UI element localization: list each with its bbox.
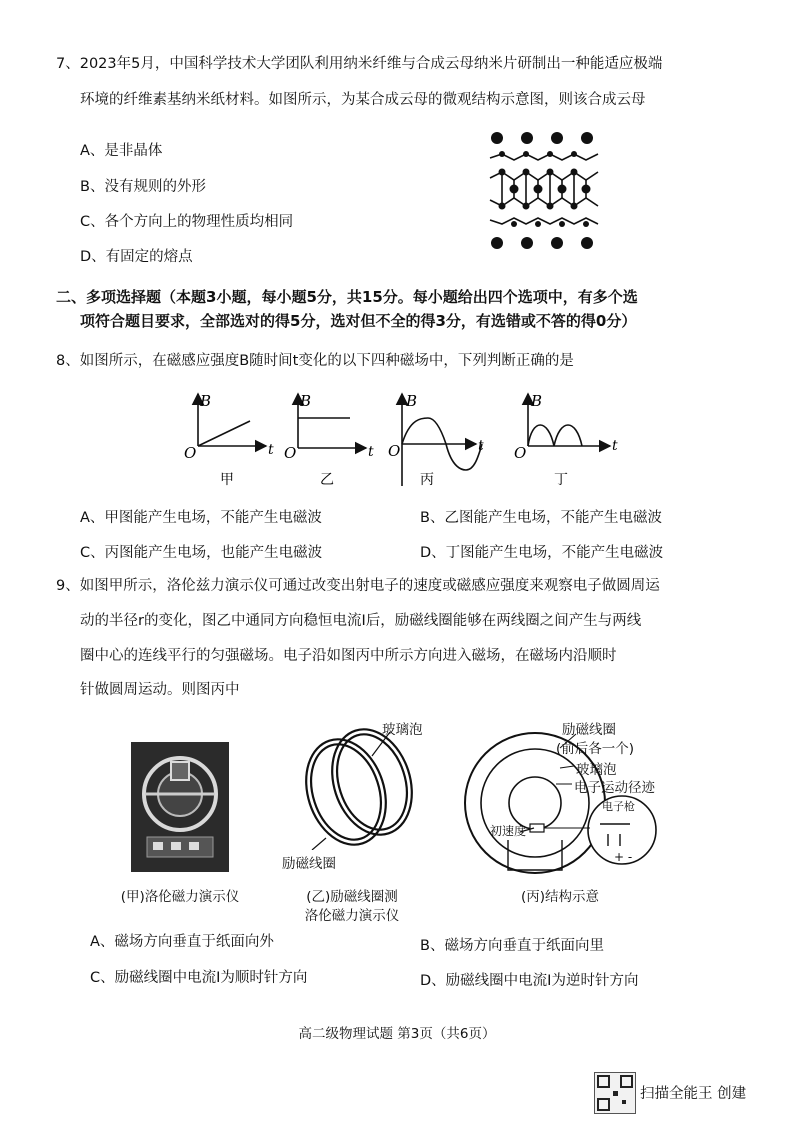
label-bulb-b: 玻璃泡 [382,722,423,738]
q9-option-d: D、励磁线圈中电流I为逆时针方向 [420,973,639,989]
section2-heading-line2: 项符合题目要求，全部选对的得5分，选对但不全的得3分，有选错或不答的得0分） [80,312,637,330]
yi-axis-t: t [368,444,374,460]
q7-option-c: C、各个方向上的物理性质均相同 [80,214,294,230]
label-coil-c-line1: 励磁线圈 [562,722,616,738]
helmholtz-coils-figure [290,720,430,850]
yi-origin: O [284,444,297,462]
q8-option-d: D、丁图能产生电场，不能产生电磁波 [420,545,664,561]
label-coil-b: 励磁线圈 [282,856,336,872]
bing-origin: O [388,442,401,460]
jia-increasing-line [198,421,250,446]
q7-option-a: A、是非晶体 [80,143,163,159]
q8-graphs [170,388,630,493]
yi-label: 乙 [320,472,334,488]
q7-stem-line1: 7、2023年5月，中国科学技术大学团队利用纳米纤维与合成云母纳米片研制出一种能适应极端 [56,56,663,72]
jia-axis-t: t [268,442,274,458]
q8-stem: 8、如图所示，在磁感应强度B随时间t变化的以下四种磁场中，下列判断正确的是 [56,353,574,369]
bing-axis-t: t [478,438,484,454]
qr-code-icon [594,1072,636,1114]
q7-option-b: B、没有规则的外形 [80,179,206,195]
ding-rectified-curve [528,425,582,446]
q9-stem-line2: 动的半径r的变化，图乙中通同方向稳恒电流I后，励磁线圈能够在两线圈之间产生与两线 [80,613,642,629]
ding-origin: O [514,444,527,462]
yi-axis-b: B [300,392,312,410]
q9-stem-line1: 9、如图甲所示，洛伦兹力演示仪可通过改变出射电子的速度或磁感应强度来观察电子做圆周运 [56,578,660,594]
jia-axis-b: B [200,392,212,410]
label-electron-track: 电子运动径迹 [574,780,655,796]
q7-option-d: D、有固定的熔点 [80,249,193,265]
q9-option-c: C、励磁线圈中电流I为顺时针方向 [90,970,308,986]
caption-fig-b-line2: 洛伦磁力演示仪 [304,908,400,924]
label-coil-c-line2: (前后各一个) [556,741,635,757]
q8-option-b: B、乙图能产生电场，不能产生电磁波 [420,510,662,526]
ding-axis-b: B [531,392,543,410]
caption-fig-a: (甲)洛伦磁力演示仪 [120,889,240,905]
section2-heading-line1: 二、多项选择题（本题3小题，每小题5分，共15分。每小题给出四个选项中，有多个选 [56,288,638,306]
page-footer: 高二级物理试题 第3页（共6页） [298,1026,496,1042]
q9-stem-line3: 圈中心的连线平行的匀强磁场。电子沿如图丙中所示方向进入磁场，在磁场内沿顺时 [80,648,617,664]
label-initial-velocity: 初速度 [490,824,527,838]
mica-structure-figure [482,128,612,258]
caption-fig-c: (丙)结构示意 [520,889,600,905]
bing-axis-b: B [406,392,418,410]
lorentz-demonstrator-photo [131,742,229,872]
ding-axis-t: t [612,438,618,454]
q8-option-a: A、甲图能产生电场，不能产生电磁波 [80,510,322,526]
q9-option-b: B、磁场方向垂直于纸面向里 [420,938,604,954]
q8-option-c: C、丙图能产生电场，也能产生电磁波 [80,545,323,561]
jia-origin: O [184,444,197,462]
label-bulb-c: 玻璃泡 [576,762,617,778]
label-electron-gun: 电子枪 [602,800,635,813]
jia-label: 甲 [220,472,234,488]
q9-option-a: A、磁场方向垂直于纸面向外 [90,934,274,950]
watermark-text: 扫描全能王 创建 [640,1086,747,1102]
bing-label: 丙 [420,472,434,488]
caption-fig-b-line1: (乙)励磁线圈测 [306,889,398,905]
ding-label: 丁 [554,472,568,488]
q9-stem-line4: 针做圆周运动。则图丙中 [80,682,240,698]
q7-stem-line2: 环境的纤维素基纳米纸材料。如图所示，为某合成云母的微观结构示意图，则该合成云母 [80,92,646,108]
label-polarity: + - [614,850,633,864]
